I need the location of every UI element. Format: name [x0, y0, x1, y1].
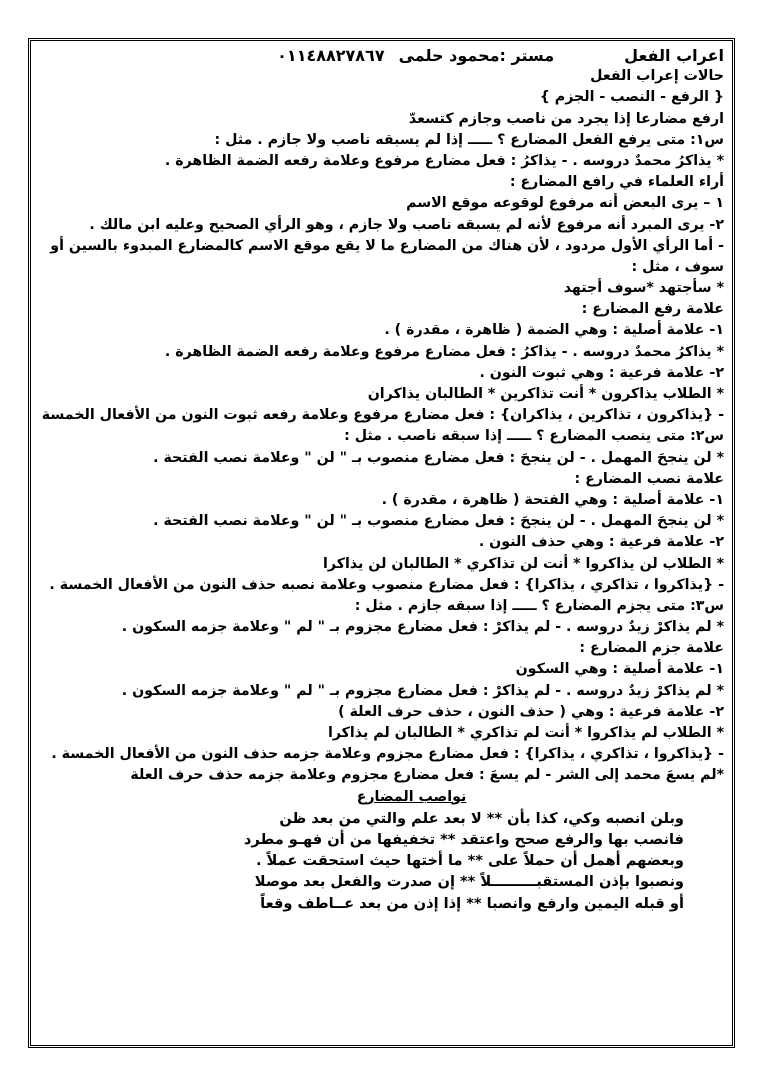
text-line: ٢- علامة فرعية : وهي ثبوت النون . [479, 364, 724, 381]
text-line: - {يذاكروا ، تذاكري ، يذاكرا} : فعل مضارع مجزوم وعلامة جزمه حذف النون من الأفعال الخمسة . [51, 746, 724, 763]
subheading: علامة رفع المضارع : [581, 301, 724, 318]
question-2: س٢: متى ينصب المضارع ؟ ـــــ إذا سبقه ناصب . مثل : [344, 428, 724, 445]
text-line: ٢- علامة فرعية : وهي ( حذف النون ، حذف حرف العلة ) [338, 703, 724, 720]
poem-verse: وبلن انصبه وكي، كذا بأن ** لا بعد علم والتي من بعد ظن [279, 809, 684, 827]
example-line: * يذاكرُ محمدٌ دروسه . - يذاكرُ : فعل مضارع مرفوع وعلامة رفعه الضمة الظاهرة . [164, 343, 724, 360]
example-line: * لن ينجحَ المهمل . - لن ينجحَ : فعل مضارع منصوب بـ " لن " وعلامة نصب الفتحة . [153, 449, 724, 466]
cases-list: { الرفع - النصب - الجزم } [539, 89, 724, 106]
phone-number: ٠١١٤٨٨٢٧٨٦٧ [277, 46, 385, 65]
example-line: * يذاكرُ محمدٌ دروسه . - يذاكرُ : فعل مضارع مرفوع وعلامة رفعه الضمة الظاهرة . [164, 152, 724, 169]
header-line [39, 45, 724, 66]
text-line: ١- علامة أصلية : وهي الفتحة ( ظاهرة ، مقدرة ) . [381, 491, 724, 508]
rule-verse: ارفع مضارعا إذا يجرد من ناصب وجازم كتسعدّ [408, 110, 724, 127]
example-line: * لن ينجحَ المهمل . - لن ينجحَ : فعل مضارع منصوب بـ " لن " وعلامة نصب الفتحة . [153, 513, 724, 530]
document-content [31, 41, 732, 914]
poem-verse: فانصب بها والرفع صحح واعتقد ** تخفيفها من أن فهـو مطرد [243, 830, 684, 848]
subheading: علامة جزم المضارع : [579, 640, 724, 657]
document-page [28, 38, 735, 1048]
text-paragraph: - أما الرأي الأول مردود ، لأن هناك من المضارع ما لا يقع موقع الاسم كالمضارع المبدوء بالسين أو سوف ، مثل : [50, 237, 724, 275]
question-3: س٣: متى يجزم المضارع ؟ ـــــ إذا سبقه جازم . مثل : [354, 597, 724, 614]
example-line: * الطلاب لن يذاكروا * أنت لن تذاكري * الطالبان لن يذاكرا [323, 555, 724, 572]
subheading: علامة نصب المضارع : [574, 470, 724, 487]
text-line: ٢- علامة فرعية : وهي حذف النون . [478, 534, 724, 551]
subheading: أراء العلماء في رافع المضارع : [509, 174, 724, 191]
question-1: س١: متى يرفع الفعل المضارع ؟ ـــــ إذا لم يسبقه ناصب ولا جازم . مثل : [214, 131, 724, 148]
example-line: * الطلاب يذاكرون * أنت تذاكرين * الطالبان يذاكران [367, 386, 724, 403]
text-line: - {يذاكرون ، تذاكرين ، يذاكران} : فعل مضارع مرفوع وعلامة رفعه ثبوت النون من الأفعال الخمسة [41, 407, 724, 424]
teacher-name: مستر :محمود حلمى [398, 46, 555, 65]
nawasib-heading [39, 787, 724, 808]
example-line: * لم يذاكرْ زيدٌ دروسه . - لم يذاكرْ : فعل مضارع مجزوم بـ " لم " وعلامة جزمه السكون . [121, 682, 724, 699]
poem-verse: ونصبوا بإذن المستقبـــــــــلاً ** إن صدرت والفعل بعد موصلا [254, 873, 684, 891]
nawasib-heading-text: نواصب المضارع [356, 788, 467, 805]
text-line: ١- علامة أصلية : وهي السكون [515, 661, 724, 678]
example-line: *لم يسعَ محمد إلى الشر - لم يسعَ : فعل مضارع مجزوم وعلامة جزمه حذف حرف العلة [130, 767, 724, 784]
example-line: * الطلاب لم يذاكروا * أنت لم تذاكري * الطالبان لم يذاكرا [327, 725, 724, 742]
document-title: اعراب الفعل [624, 46, 724, 65]
example-line: * لم يذاكرْ زيدٌ دروسه . - لم يذاكرْ : فعل مضارع مجزوم بـ " لم " وعلامة جزمه السكون . [121, 619, 724, 636]
text-line: ٢- يرى المبرد أنه مرفوع لأنه لم يسبقه ناصب ولا جازم ، وهو الرأي الصحيح وعليه ابن مالك . [89, 216, 724, 233]
text-line: ١- علامة أصلية : وهي الضمة ( ظاهرة ، مقدرة ) . [384, 322, 724, 339]
example-line: * سأجتهد *سوف أجتهد [563, 280, 724, 297]
poem-verse: وبعضهم أهمل أن حملاً على ** ما أختها حيث استحقت عملاً . [255, 852, 684, 870]
section-heading: حالات إعراب الفعل [590, 68, 724, 85]
poem-verse: أو قبله اليمين وارفع وانصبا ** إذا إذن من بعد عــاطف وقعاً [260, 894, 684, 912]
text-line: ١ – يرى البعض أنه مرفوع لوقوعه موقع الاسم [406, 195, 724, 212]
text-line: - {يذاكروا ، تذاكري ، يذاكرا} : فعل مضارع منصوب وعلامة نصبه حذف النون من الأفعال الخمسة . [49, 576, 724, 593]
